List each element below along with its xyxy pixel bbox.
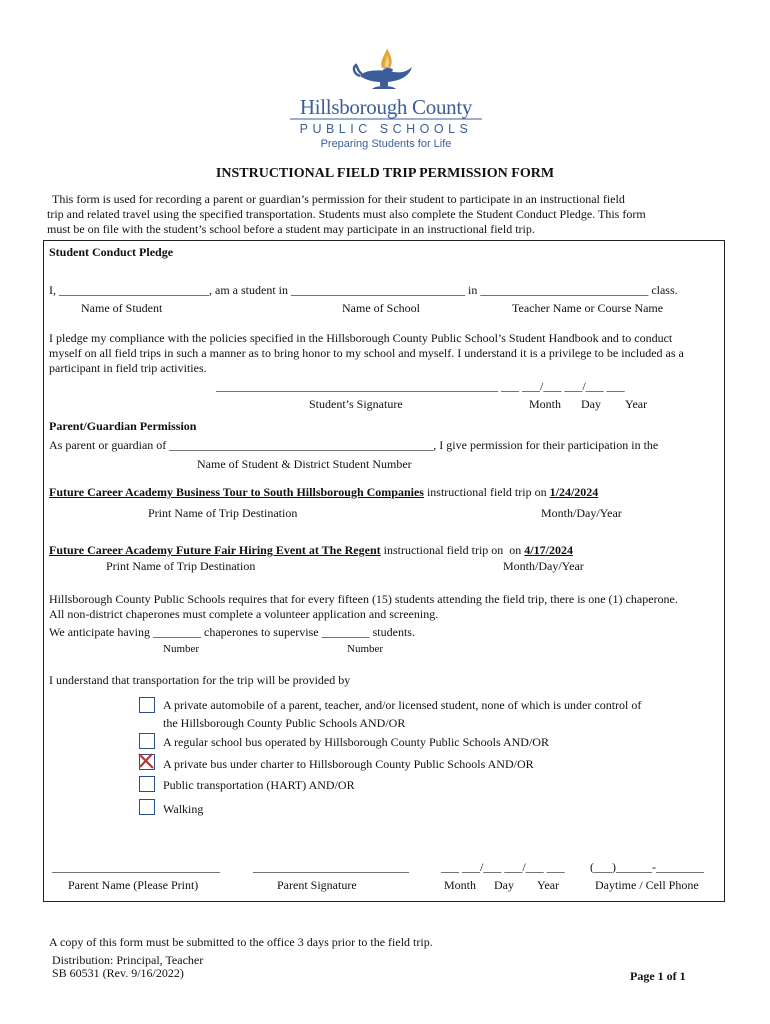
transport-checkbox-private-auto[interactable]	[139, 697, 155, 713]
trip-1-line	[49, 485, 598, 500]
logo-subtitle: PUBLIC SCHOOLS	[299, 122, 473, 136]
pledge-fill-line[interactable]: I, _________________________, am a student in _____________________________ in ____________________________ class.	[49, 283, 678, 297]
trip-2-connector: instructional field trip on on	[380, 543, 525, 557]
parent-signature-line[interactable]: __________________________	[253, 860, 409, 874]
footer-note: A copy of this form must be submitted to the office 3 days prior to the field trip.	[49, 935, 433, 949]
transport-option-charter-bus: A private bus under charter to Hillsborough County Public Schools AND/OR	[163, 757, 534, 771]
transport-option-private-auto-2: the Hillsborough County Public Schools AND/OR	[163, 716, 406, 730]
sig-month-label: Month	[444, 878, 477, 892]
intro-line-3: must be on file with the student’s school before a student may participate in an instructional field trip.	[47, 222, 535, 236]
student-name-label: Name of Student	[81, 301, 163, 315]
signature-date-line[interactable]: ___ ___/___ ___/___ ___	[441, 860, 565, 874]
student-number-label: Number	[347, 643, 384, 655]
guardian-student-label: Name of Student & District Student Number	[197, 457, 412, 471]
trip-2-destination: Future Career Academy Future Fair Hiring Event at The Regent	[49, 543, 381, 557]
page-number: Page 1 of 1	[630, 969, 686, 983]
day-label: Day	[581, 397, 601, 411]
parent-name-label: Parent Name (Please Print)	[68, 878, 199, 892]
guardian-heading: Parent/Guardian Permission	[49, 419, 197, 433]
intro-line-2: trip and related travel using the specified transportation. Students must also complete the Student Conduct Pledge. This form	[47, 207, 646, 221]
transport-intro: I understand that transportation for the trip will be provided by	[49, 673, 351, 687]
chaperone-number-label: Number	[163, 643, 200, 655]
trip-2-date-label: Month/Day/Year	[503, 559, 584, 573]
pledge-text-3: participant in field trip activities.	[49, 361, 207, 375]
lamp-icon	[354, 48, 412, 89]
transport-option-walking: Walking	[163, 802, 204, 816]
trip-1-date: 1/24/2024	[549, 485, 599, 499]
intro-line-1: This form is used for recording a parent or guardian’s permission for their student to participate in an instructional field	[52, 192, 625, 206]
chaperone-text-1: Hillsborough County Public Schools requires that for every fifteen (15) students attending the field trip, there is one (1) chaperone.	[49, 592, 678, 606]
trip-1-date-label: Month/Day/Year	[541, 506, 622, 520]
phone-line[interactable]: (___)______-________	[590, 860, 704, 874]
transport-option-private-auto: A private automobile of a parent, teacher, and/or licensed student, none of which is under control of	[163, 698, 642, 712]
logo-name: Hillsborough County	[299, 95, 473, 119]
transport-checkbox-walking[interactable]	[139, 799, 155, 815]
trip-2-line	[49, 543, 573, 558]
transport-option-public: Public transportation (HART) AND/OR	[163, 778, 355, 792]
form-id: SB 60531 (Rev. 9/16/2022)	[52, 966, 184, 980]
logo-tagline: Preparing Students for Life	[320, 138, 452, 150]
trip-1-destination-label: Print Name of Trip Destination	[148, 506, 298, 520]
phone-label: Daytime / Cell Phone	[595, 878, 699, 892]
transport-checkbox-school-bus[interactable]	[139, 733, 155, 749]
chaperone-text-2: All non-district chaperones must complete a volunteer application and screening.	[49, 607, 439, 621]
transport-checkbox-public[interactable]	[139, 776, 155, 792]
pledge-text-1: I pledge my compliance with the policies specified in the Hillsborough County Public School’s Student Handbook and to conduct	[49, 331, 673, 345]
parent-name-line[interactable]: ____________________________	[52, 860, 220, 874]
chaperone-anticipate-line[interactable]: We anticipate having ________ chaperones to supervise ________ students.	[49, 625, 415, 639]
transport-checkbox-charter-bus[interactable]	[139, 754, 155, 770]
check-x-icon	[137, 751, 157, 771]
school-name-label: Name of School	[342, 301, 420, 315]
trip-2-date: 4/17/2024	[524, 543, 573, 557]
trip-2-destination-label: Print Name of Trip Destination	[106, 559, 256, 573]
sig-day-label: Day	[494, 878, 514, 892]
trip-1-destination: Future Career Academy Business Tour to South Hillsborough Companies	[49, 485, 424, 499]
trip-1-connector: instructional field trip on	[423, 485, 550, 499]
teacher-name-label: Teacher Name or Course Name	[512, 301, 664, 315]
sig-year-label: Year	[537, 878, 560, 892]
month-label: Month	[529, 397, 562, 411]
pledge-text-2: myself on all field trips in such a manner as to bring honor to my school and myself. I understand it is a privilege to be included as a	[49, 346, 684, 360]
transport-option-school-bus: A regular school bus operated by Hillsborough County Public Schools AND/OR	[163, 735, 549, 749]
distribution: Distribution: Principal, Teacher	[52, 953, 204, 967]
pledge-heading: Student Conduct Pledge	[49, 245, 174, 259]
parent-signature-label: Parent Signature	[277, 878, 357, 892]
student-signature-label: Student’s Signature	[309, 397, 403, 411]
form-title: INSTRUCTIONAL FIELD TRIP PERMISSION FORM	[215, 166, 555, 181]
year-label: Year	[625, 397, 648, 411]
student-signature-line[interactable]: _______________________________________________ ___ ___/___ ___/___ ___	[216, 379, 625, 393]
hcps-logo	[286, 46, 486, 156]
guardian-fill-line[interactable]: As parent or guardian of ____________________________________________, I give permission for their participation in the	[49, 438, 659, 452]
